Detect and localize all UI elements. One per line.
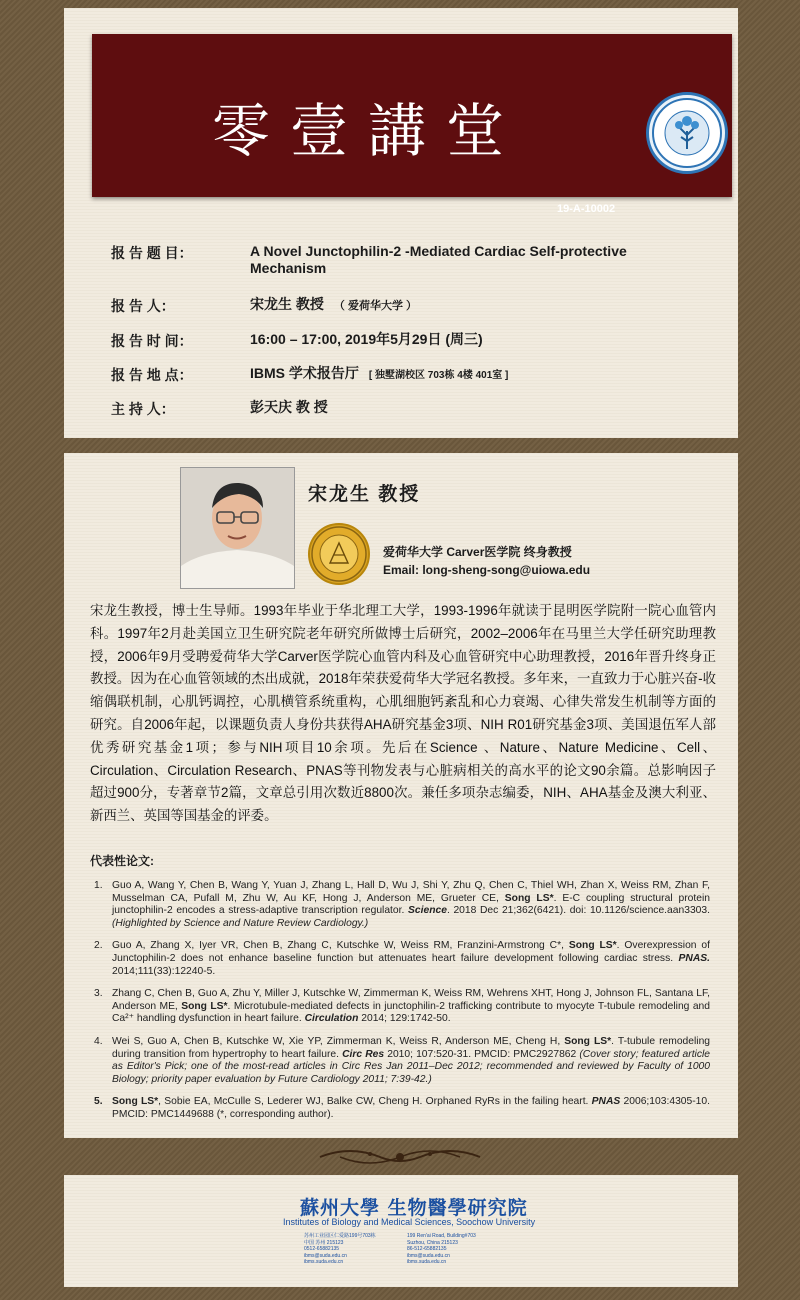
paper-citation: 2014;111(33):12240-5. (112, 965, 216, 977)
institute-logo-en: Institutes of Biology and Medical Sciences, Soochow University (283, 1217, 536, 1227)
paper-journal: PNAS. (678, 952, 710, 964)
institute-logo-cn: 蘇州大學 生物醫學研究院 (300, 1197, 528, 1219)
time-value: 16:00 – 17:00, 2019年5月29日 (周三) (250, 331, 483, 347)
paper-journal: Circ Res (342, 1048, 385, 1060)
time-label: 报 告 时 间： (111, 333, 193, 349)
address-en-line-1: 199 Ren'ai Road, Building#703 (407, 1233, 476, 1239)
papers-heading: 代表性论文: (90, 854, 154, 868)
paper-note: (Highlighted by Science and Nature Review Cardiology.) (112, 917, 369, 929)
paper-authors: Wei S, Guo A, Chen B, Kutschke W, Xie YP, Zimmerman K, Weiss R, Anderson ME, Cheng H, (112, 1035, 565, 1047)
speaker-biography: 宋龙生教授，博士生导师。1993年毕业于华北理工大学，1993-1996年就读于昆明医学院附一院心血管内科。1997年2月赴美国立卫生研究院老年研究所做博士后研究，2002–2006年在马里兰大学任研究助理教授，2006年9月受聘爱荷华大学Carver医学院心血管内科及心血管研究中心助理教授，2016年晋升终身正教授。因为在心血管领域的杰出成就，2018年荣获爱荷华大学冠名教授。多年来，一直致力于心脏兴奋-收缩偶联机制，心肌钙调控，心肌横管系统重构，心肌细胞钙紊乱和心力衰竭、心律失常发生机制等方面的研究。自2006年起，以课题负责人身份共获得AHA研究基金3项、NIH R01研究基金3项、美国退伍军人部优秀研究基金1项；参与NIH项目10余项。先后在Science 、Nature、Nature Medicine、Cell、Circulation、Circulation Research、PNAS等刊物发表与心脏病相关的高水平的论文90余篇。总影响因子超过900分，专著章节2篇，文章总引用次数近8800次。兼任多项杂志编委，NIH、AHA基金及澳大利亚、新西兰、英国等国基金的评委。 (90, 603, 716, 824)
address-cn-line-1: 苏州工业园区仁爱路199号703栋 (304, 1233, 376, 1239)
web-cn: ibms.suda.edu.cn (304, 1259, 344, 1266)
title-banner (92, 34, 732, 215)
lecture-series-title: 零壹講堂 (212, 97, 525, 165)
paper-title: . E-C coupling structural protein junctophilin-2 encodes a stress-adaptive transcription regulator. (112, 892, 710, 917)
paper-number: 1. (94, 880, 103, 891)
phone-cn: 0512-65882135 (304, 1246, 340, 1253)
speaker-photo-icon (180, 467, 295, 589)
paper-number: 5. (94, 1096, 103, 1108)
paper-corresponding-author: Song LS* (504, 892, 554, 904)
paper-title: . Overexpression of Junctophilin-2 does not enhance baseline function but attenuates heart failure development following cardiac stress. (112, 940, 711, 964)
lecture-info-panel (64, 8, 738, 438)
paper-citation: . 2018 Dec 21;362(6421). doi: 10.1126/science.aan3303. (446, 905, 710, 917)
paper-citation: 2006;103:4305-10. PMCID: PMC1449688 (*, corresponding author). (112, 1096, 710, 1120)
address-en-line-2: Suzhou, China 215123 (407, 1239, 458, 1246)
paper-authors: Guo A, Zhang X, Iyer VR, Chen B, Zhang C, Kutschke W, Weiss RM, Franzini-Armstrong C*, (112, 940, 569, 952)
email-cn: ibms@suda.edu.cn (304, 1252, 347, 1259)
place-value-group (250, 365, 690, 384)
paper-corresponding-author: Song LS* (181, 1000, 228, 1012)
speaker-value-group (250, 296, 690, 315)
paper-corresponding-author: Song LS* (564, 1035, 612, 1047)
address-cn-line-2: 中国 苏州 215123 (304, 1239, 344, 1246)
paper-citation: 2014; 129:1742-50. (358, 1013, 451, 1025)
paper-journal: Science (408, 905, 447, 917)
paper-title: . T-tubule remodeling during transition from hypertrophy to heart failure. (112, 1035, 711, 1060)
paper-item (90, 1036, 710, 1086)
speaker-affiliation: 爱荷华大学 Carver医学院 终身教授 (383, 545, 572, 559)
footer-panel (64, 1175, 738, 1287)
paper-number: 2. (94, 940, 103, 952)
paper-list (90, 880, 710, 1132)
paper-corresponding-author: Song LS* (568, 940, 617, 952)
paper-item (90, 880, 710, 930)
paper-number: 4. (94, 1035, 103, 1047)
speaker-bio-panel (64, 453, 738, 1138)
paper-corresponding-author: Song LS* (112, 1096, 159, 1108)
paper-authors: Zhang C, Chen B, Guo A, Zhu Y, Miller J, Kutschke W, Zimmerman K, Weiss RM, Wehrens XHT, Hong J, Johnson FL, Santana LF, Anderson ME, (112, 988, 710, 1012)
paper-journal: PNAS (591, 1096, 621, 1108)
institute-emblem-icon (646, 92, 728, 174)
speaker-label: 报 告 人： (111, 298, 175, 314)
paper-item (90, 988, 710, 1026)
paper-title: . Microtubule-mediated defects in junctophilin-2 trafficking contribute to myocyte T-tubule remodeling and Ca²⁺ handling dysfunction in heart failure. (112, 1000, 711, 1025)
host-label: 主 持 人： (111, 401, 175, 417)
footer-address-cn (304, 1233, 424, 1266)
paper-authors: Guo A, Wang Y, Chen B, Wang Y, Yuan J, Zhang L, Hall D, Wu J, Shi Y, Zhu Q, Chen C, Thiel WH, Zhan X, Weiss RM, Zhan F, Musselman CA, Pufall M, Zhu W, Au KF, Hong J, Anderson ME, Grueter CE, (112, 880, 710, 904)
host-value: 彭天庆 教 授 (250, 399, 328, 415)
paper-note: (Cover story; featured article as Editor's Pick; one of the most-read articles in Circ Res Jan 2011–Dec 2012; recommended and reviewed by Faculty of 1000 Biology; priority paper evaluation by Future Cardiology 2011; 7:39-42.) (112, 1048, 711, 1085)
speaker-value: 宋龙生 教授 (250, 296, 324, 312)
phone-en: 86-512-65882135 (407, 1246, 447, 1253)
footer-address-en (407, 1233, 527, 1266)
place-value: IBMS 学术报告厅 (250, 365, 359, 381)
speaker-name: 宋龙生 教授 (308, 484, 421, 505)
paper-journal: Circulation (304, 1013, 359, 1025)
speaker-org: （ 爱荷华大学 ） (333, 300, 418, 312)
paper-number: 3. (94, 988, 103, 1000)
paper-title: , Sobie EA, McCulle S, Lederer WJ, Balke CW, Cheng H. Orphaned RyRs in the failing heart. (158, 1096, 592, 1108)
topic-value: A Novel Junctophilin-2 -Mediated Cardiac Self-protective Mechanism (250, 243, 627, 276)
reference-code: 19-A-10002 (557, 203, 616, 215)
university-seal-icon (308, 523, 370, 585)
web-en: ibms.suda.edu.cn (407, 1259, 447, 1266)
place-label: 报 告 地 点： (111, 367, 193, 383)
paper-item (90, 1096, 710, 1121)
email-en: ibms@suda.edu.cn (407, 1252, 450, 1259)
place-note: [ 独墅湖校区 703栋 4楼 401室 ] (368, 370, 509, 381)
paper-item (90, 940, 710, 978)
speaker-email[interactable]: Email: long-sheng-song@uiowa.edu (383, 563, 591, 577)
topic-label: 报 告 题 目： (111, 245, 193, 261)
paper-citation: 2010; 107:520-31. PMCID: PMC2927862 (384, 1048, 580, 1060)
scroll-ornament-icon (310, 1143, 490, 1171)
